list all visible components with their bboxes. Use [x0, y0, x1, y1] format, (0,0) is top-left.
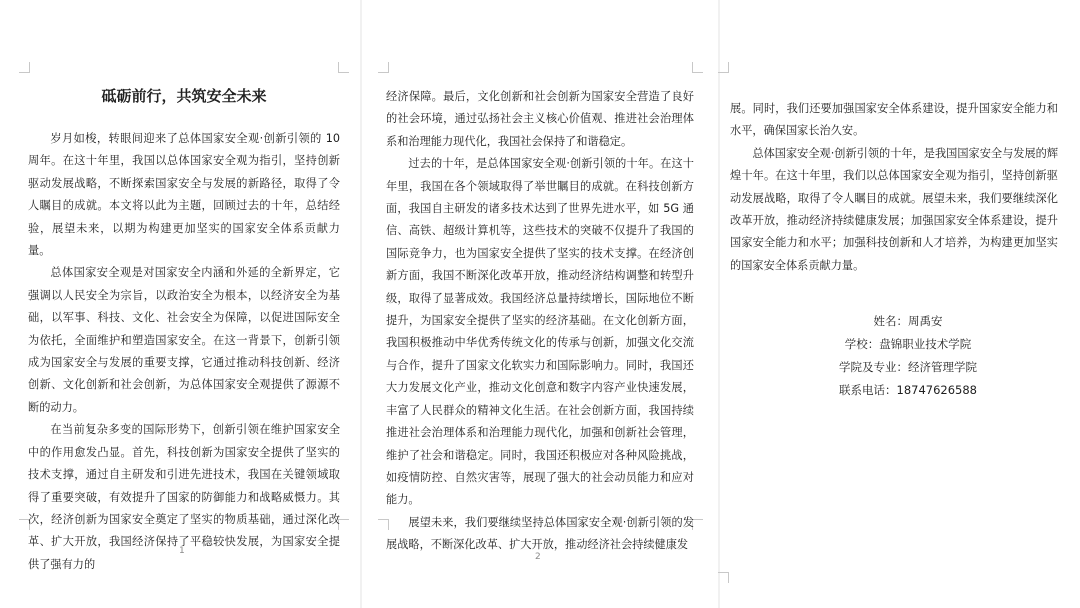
- paragraph: 过去的十年，是总体国家安全观·创新引领的十年。在这十年里，我国在各个领域取得了举世瞩目的成就。在科技创新方面，我国自主研发的诸多技术达到了世界先进水平，如 5G 通信、高铁、超级计算机等，这些技术的突破不仅提升了我国的国际竞争力，也为国家安全提供了坚实的技术支撑。在经济创新方面，我国不断深化改革开放，推动经济结构调整和转型升级，取得了显著成效。我国经济总量持续增长，国际地位不断提升，为国家安全提供了坚实的经济基础。在文化创新方面，我国积极推动中华优秀传统文化的传承与创新，加强文化交流与合作，提升了国家文化软实力和国际影响力。同时，我国还大力发展文化产业，推动文化创意和数字内容产业快速发展，丰富了人民群众的精神文化生活。在社会创新方面，我国持续推进社会治理体系和治理能力现代化，加强和创新社会管理，维护了社会和谐稳定。同时，我国还积极应对各种风险挑战，如疫情防控、自然灾害等，展现了强大的社会动员能力和应对能力。: [386, 157, 694, 507]
- paragraph: 在当前复杂多变的国际形势下，创新引领在维护国家安全中的作用愈发凸显。首先，科技创新为国家安全提供了坚实的技术支撑，通过自主研发和引进先进技术，我国在关键领域取得了重要突破，有效提升了国家的防御能力和战略威慑力。其次，经济创新为国家安全奠定了坚实的物质基础，通过深化改革、扩大开放，我国经济保持了平稳较快发展，为国家安全提供了强有力的: [28, 423, 340, 571]
- paragraph: 岁月如梭，转眼间迎来了总体国家安全观·创新引领的 10 周年。在这十年里，我国以总体国家安全观为指引，坚持创新驱动发展战略，不断探索国家安全与发展的新路径，取得了令人瞩目的成就。本文将以此为主题，回顾过去的十年，总结经验，展望未来，以期为构建更加坚实的国家安全体系贡献力量。: [28, 132, 340, 258]
- page-3-body: [730, 98, 1058, 277]
- crop-mark-top-left: [718, 62, 729, 73]
- paragraph: 展望未来，我们要继续坚持总体国家安全观·创新引领的发展战略，不断深化改革、扩大开放，推动经济社会持续健康发: [386, 515, 694, 552]
- author-college-major: 学院及专业：经济管理学院: [839, 360, 977, 374]
- crop-mark-top-right: [692, 62, 703, 73]
- crop-mark-bottom-left: [718, 572, 729, 583]
- crop-mark-top-right: [338, 62, 349, 73]
- page-2: [362, 0, 718, 608]
- crop-mark-top-left: [19, 62, 30, 73]
- page-1: [0, 0, 360, 608]
- paragraph: 总体国家安全观·创新引领的十年，是我国国家安全与发展的辉煌十年。在这十年里，我们以总体国家安全观为指引，坚持创新驱动发展战略，取得了令人瞩目的成就。展望未来，我们要继续深化改革开放，推动经济持续健康发展；加强国家安全体系建设，提升国家安全能力和水平；加强科技创新和人才培养，为构建更加坚实的国家安全体系贡献力量。: [730, 146, 1059, 272]
- author-phone: 联系电话：18747626588: [839, 383, 977, 397]
- paragraph: 经济保障。最后，文化创新和社会创新为国家安全营造了良好的社会环境，通过弘扬社会主义核心价值观、推进社会治理体系和治理能力现代化，我国社会保持了和谐稳定。: [386, 90, 694, 148]
- page-number: 1: [179, 546, 185, 556]
- document-title: 砥砺前行，共筑安全未来: [101, 87, 267, 105]
- crop-mark-top-left: [378, 62, 389, 73]
- page-1-body: [28, 128, 340, 576]
- author-name: 姓名：周禹安: [873, 314, 943, 328]
- paragraph: 展。同时，我们还要加强国家安全体系建设，提升国家安全能力和水平，确保国家长治久安。: [730, 102, 1058, 138]
- page-2-body: [386, 86, 694, 557]
- paragraph: 总体国家安全观是对国家安全内涵和外延的全新界定，它强调以人民安全为宗旨，以政治安全为根本，以经济安全为基础，以军事、科技、文化、社会安全为保障，以促进国际安全为依托，全面维护和塑造国家安全。在这一背景下，创新引领成为国家安全与发展的重要支撑，它通过推动科技创新、经济创新、文化创新和社会创新，为总体国家安全观提供了源源不断的动力。: [28, 266, 340, 414]
- author-school: 学校：盘锦职业技术学院: [844, 337, 972, 351]
- page-3: [720, 0, 1080, 608]
- page-number: 2: [535, 552, 541, 562]
- signature-block: [790, 310, 1026, 402]
